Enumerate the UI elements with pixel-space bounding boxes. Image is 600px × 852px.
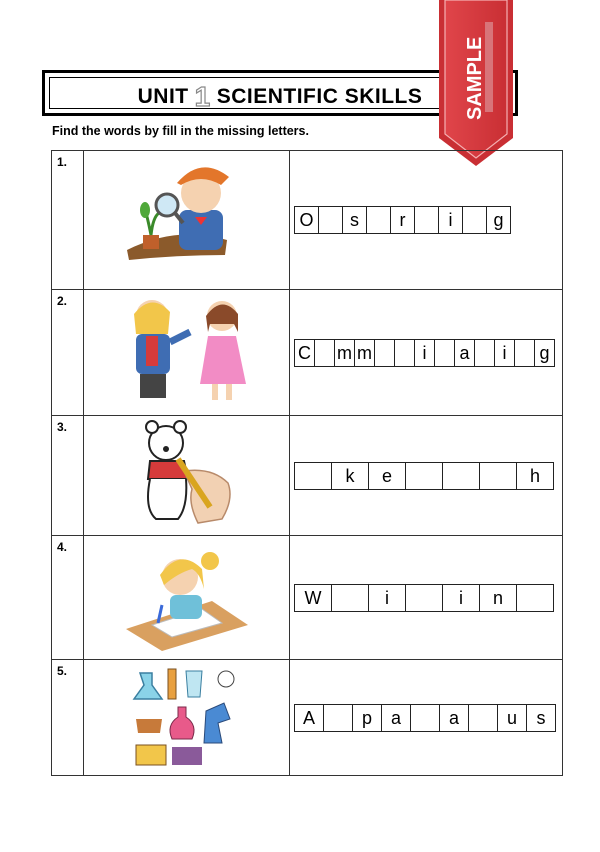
letter-box: i xyxy=(368,584,406,612)
item-number: 3. xyxy=(57,420,68,434)
blank-letter-box[interactable] xyxy=(331,584,369,612)
letter-box: u xyxy=(497,704,527,732)
letter-box: W xyxy=(294,584,332,612)
letter-box: a xyxy=(454,339,475,367)
blank-letter-box[interactable] xyxy=(414,206,439,234)
item-number: 1. xyxy=(57,155,68,169)
letter-box: i xyxy=(438,206,463,234)
blank-letter-box[interactable] xyxy=(323,704,353,732)
blank-letter-box[interactable] xyxy=(394,339,415,367)
picture-cell xyxy=(84,536,290,660)
blank-letter-box[interactable] xyxy=(405,584,443,612)
letter-boxes xyxy=(294,584,562,612)
letter-boxes xyxy=(294,462,562,490)
table-row xyxy=(52,416,563,536)
blank-letter-box[interactable] xyxy=(514,339,535,367)
sample-badge-text: SAMPLE xyxy=(464,36,486,120)
children-talking-icon xyxy=(112,294,262,409)
letter-box: i xyxy=(494,339,515,367)
item-number: 4. xyxy=(57,540,68,554)
letter-box: A xyxy=(294,704,324,732)
letter-box: i xyxy=(442,584,480,612)
hand-drawing-bear-icon xyxy=(132,419,242,531)
blank-letter-box[interactable] xyxy=(462,206,487,234)
blank-letter-box[interactable] xyxy=(474,339,495,367)
blank-letter-box[interactable] xyxy=(374,339,395,367)
instructions: Find the words by fill in the missing letters. xyxy=(52,124,309,138)
letter-box: a xyxy=(381,704,411,732)
table-row xyxy=(52,660,563,776)
letter-box: r xyxy=(390,206,415,234)
picture-cell xyxy=(84,290,290,416)
picture-cell xyxy=(84,660,290,776)
letter-box: e xyxy=(368,462,406,490)
letter-box: C xyxy=(294,339,315,367)
boy-magnifying-plant-icon xyxy=(117,155,257,285)
blank-letter-box[interactable] xyxy=(294,462,332,490)
letter-boxes xyxy=(294,206,562,234)
worksheet-table xyxy=(51,150,563,776)
blank-letter-box[interactable] xyxy=(314,339,335,367)
letter-boxes xyxy=(294,704,562,732)
letter-box: m xyxy=(354,339,375,367)
sample-badge xyxy=(437,0,515,168)
picture-cell xyxy=(84,416,290,536)
blank-letter-box[interactable] xyxy=(366,206,391,234)
title-subject: SCIENTIFIC SKILLS xyxy=(216,85,423,108)
letter-box: g xyxy=(486,206,511,234)
letter-box: k xyxy=(331,462,369,490)
table-row xyxy=(52,536,563,660)
blank-letter-box[interactable] xyxy=(405,462,443,490)
letter-box: n xyxy=(479,584,517,612)
blank-letter-box[interactable] xyxy=(479,462,517,490)
letter-box: O xyxy=(294,206,319,234)
blank-letter-box[interactable] xyxy=(442,462,480,490)
item-number: 2. xyxy=(57,294,68,308)
letter-box: s xyxy=(526,704,556,732)
item-number: 5. xyxy=(57,664,68,678)
picture-cell xyxy=(84,151,290,290)
letter-box: p xyxy=(352,704,382,732)
letter-box: s xyxy=(342,206,367,234)
table-row xyxy=(52,290,563,416)
letter-box: h xyxy=(516,462,554,490)
letter-box: i xyxy=(414,339,435,367)
blank-letter-box[interactable] xyxy=(434,339,455,367)
letter-boxes xyxy=(294,339,562,367)
table-row xyxy=(52,151,563,290)
title-unit: UNIT xyxy=(137,85,189,108)
letter-box: a xyxy=(439,704,469,732)
title-unit-number: 1 xyxy=(194,81,211,112)
letter-box: g xyxy=(534,339,555,367)
girl-writing-icon xyxy=(122,539,252,654)
letter-box: m xyxy=(334,339,355,367)
lab-apparatus-icon xyxy=(132,663,242,771)
blank-letter-box[interactable] xyxy=(410,704,440,732)
blank-letter-box[interactable] xyxy=(318,206,343,234)
blank-letter-box[interactable] xyxy=(516,584,554,612)
blank-letter-box[interactable] xyxy=(468,704,498,732)
